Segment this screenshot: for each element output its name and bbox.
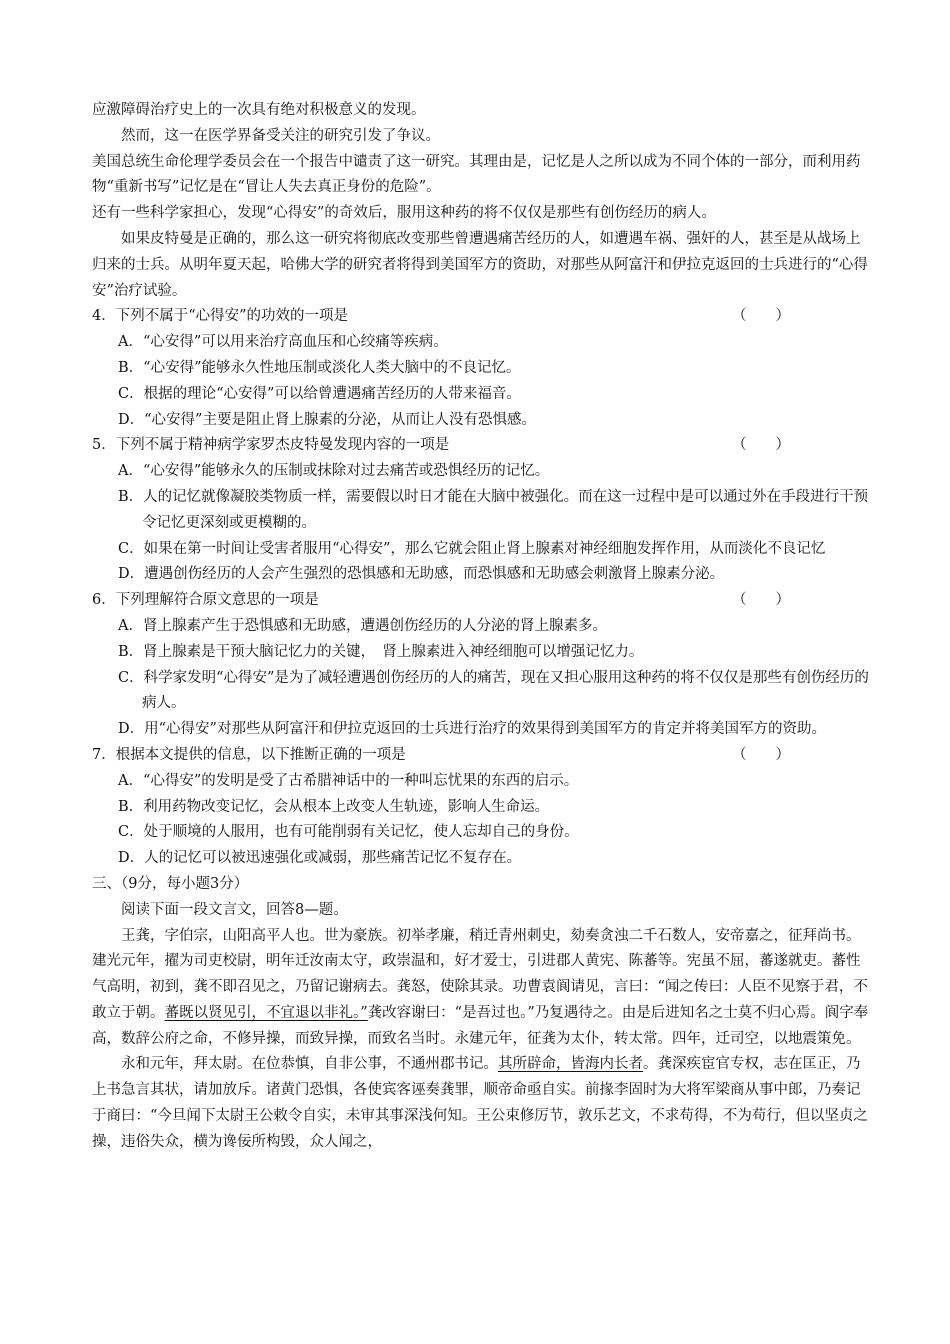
option-text: A．“心得安”的发明是受了古希腊神话中的一种叫忘忧果的东西的启示。 [118,772,579,789]
option-text: B．“心安得”能够永久性地压制或淡化人类大脑中的不良记忆。 [118,359,521,376]
question-item [92,304,872,433]
section-heading: 三、（9分，每小题3分） [92,875,249,892]
question-stem [92,304,872,330]
option-text: B．利用药物改变记忆，会从根本上改变人生轨迹，影响人生命运。 [118,798,550,815]
classical-text: 王龚，字伯宗，山阳高平人也。世为豪族。初举孝廉，稍迁青州刺史，劾奏贪浊二千石数人，安帝嘉之，征拜尚书。建光元年，擢为司吏校尉，明年迁汝南太守，政崇温和，好才爱士，引进郡人黄宪、陈蕃等。宪虽不屈，蕃遂就吏。蕃性气高明，初到，龚不即召见之，乃留记谢病去。龚怒，使除其录。功曹袁阆请见，言曰：“闻之传曰：人臣不见察于君，不敢立于朝。 [92,927,868,1021]
option-text: B．人的记忆就像凝胶类物质一样，需要假以时日才能在大脑中被强化。而在这一过程中是可以通过外在手段进行干预令记忆更深刻或更模糊的。 [118,488,869,531]
option-text: D．用“心得安”对那些从阿富汗和伊拉克返回的士兵进行治疗的效果得到美国军方的肯定并将美国军方的资助。 [118,721,826,738]
answer-option [118,614,872,640]
question-text: 7．根据本文提供的信息，以下推断正确的一项是 [92,746,406,763]
question-item [92,743,872,872]
passage-paragraph: 应激障碍治疗史上的一次具有绝对积极意义的发现。 [92,102,426,118]
passage-paragraph: 美国总统生命伦理学委员会在一个报告中谴责了这一研究。其理由是，记忆是人之所以成为不同个体的一部分，而利用药物“重新书写”记忆是在“冒让人失去真正身份的危险”。 [92,153,861,196]
option-text: B．肾上腺素是干预大脑记忆力的关键， 肾上腺素进入神经细胞可以增强记忆力。 [118,643,644,660]
answer-option [118,666,872,718]
exam-page [92,98,872,1156]
answer-blank[interactable]: （ ） [732,437,790,454]
classical-text: 永和元年，拜太尉。在位恭慎，自非公事，不通州郡书记。 [121,1056,498,1073]
classical-text: 龚改容谢曰：“是吾过也。”乃复遇待之。由是后进知名之士莫不归心焉。阆字奉高，数辞公府之命，不修异操，而致异操，而致名当时。永建元年，征龚为太仆，转太常。四年，迁司空，以地震策免。 [92,1004,869,1047]
answer-option [118,382,872,408]
answer-option [118,356,872,382]
section-instruction: 阅读下面一段文言文，回答8—题。 [121,901,348,918]
question-text: 6．下列理解符合原文意思的一项是 [92,592,319,609]
question-text: 5．下列不属于精神病学家罗杰皮特曼发现内容的一项是 [92,437,450,454]
passage-paragraph: 如果皮特曼是正确的，那么这一研究将彻底改变那些曾遭遇痛苦经历的人，如遭遇车祸、强奸的人，甚至是从战场上归来的士兵。从明年夏天起，哈佛大学的研究者将得到美国军方的资助，对那些从阿富汗和伊拉克返回的士兵进行的“心得安”治疗试验。 [92,230,868,299]
option-text: C．科学家发明“心得安”是为了减轻遭遇创伤经历的人的痛苦，现在又担心服用这种药的将不仅仅是那些有创伤经历的病人。 [118,669,869,712]
question-item [92,588,872,743]
answer-option [118,640,872,666]
question-stem [92,588,872,614]
question-text: 4．下列不属于“心得安”的功效的一项是 [92,308,349,325]
option-text: D．遭遇创伤经历的人会产生强烈的恐惧感和无助感，而恐惧感和无助感会刺激肾上腺素分泌。 [118,566,725,583]
answer-option [118,537,872,563]
answer-option [118,330,872,356]
answer-option [118,485,872,537]
answer-blank[interactable]: （ ） [732,308,790,325]
option-text: D．人的记忆可以被迅速强化或减弱，那些痛苦记忆不复存在。 [118,850,522,867]
option-text: C．根据的理论“心安得”可以给曾遭遇痛苦经历的人带来福音。 [118,385,521,402]
option-text: C．处于顺境的人服用，也有可能削弱有关记忆，使人忘却自己的身份。 [118,824,579,841]
underlined-sentence: 其所辟命，皆海内长者 [498,1056,643,1073]
question-stem [92,743,872,769]
option-text: C．如果在第一时间让受害者服用“心得安”，那么它就会阻止肾上腺素对神经细胞发挥作用，从而淡化不良记忆 [118,540,826,557]
answer-option [118,795,872,821]
option-text: D．“心安得”主要是阻止肾上腺素的分泌，从而让人没有恐惧感。 [118,411,536,428]
question-list [92,304,872,872]
question-stem [92,433,872,459]
underlined-sentence: 蕃既以贤见引，不宜退以非礼。” [164,1004,368,1021]
classical-text-paragraph [92,924,872,1053]
answer-blank[interactable]: （ ） [732,746,790,763]
option-text: A．“心安得”可以用来治疗高血压和心绞痛等疾病。 [118,334,448,351]
passage-paragraph: 还有一些科学家担心，发现“心得安”的奇效后，服用这种药的将不仅仅是那些有创伤经历的病人。 [92,205,716,222]
answer-option [118,562,872,588]
section-three [92,872,872,1156]
answer-option [118,820,872,846]
classical-text: 。龚深疾宦官专权，志在匡正，乃上书急言其状，请加放斥。诸黄门恐惧，各使宾客诬奏龚罪，顺帝命亟自实。前掾李固时为大将军梁商从事中郎，乃奏记于商曰：“今旦闻下太尉王公敕令自实，未审其事深浅何知。王公束修厉节，敦乐艺文，不求苟得，不为苟行，但以坚贞之操，违俗失众，横为谗佞所构毁，众人闻之， [92,1056,868,1150]
answer-option [118,459,872,485]
answer-option [118,769,872,795]
answer-blank[interactable]: （ ） [732,592,790,609]
passage-paragraph: 然而，这一在医学界备受关注的研究引发了争议。 [121,127,440,144]
answer-option [118,408,872,434]
reading-passage [92,98,872,304]
question-item [92,433,872,588]
option-text: A．“心安得”能够永久的压制或抹除对过去痛苦或恐惧经历的记忆。 [118,463,550,480]
answer-option [118,846,872,872]
classical-text-paragraph [92,1052,872,1155]
answer-option [118,717,872,743]
option-text: A．肾上腺素产生于恐惧感和无助感，遭遇创伤经历的人分泌的肾上腺素多。 [118,617,607,634]
